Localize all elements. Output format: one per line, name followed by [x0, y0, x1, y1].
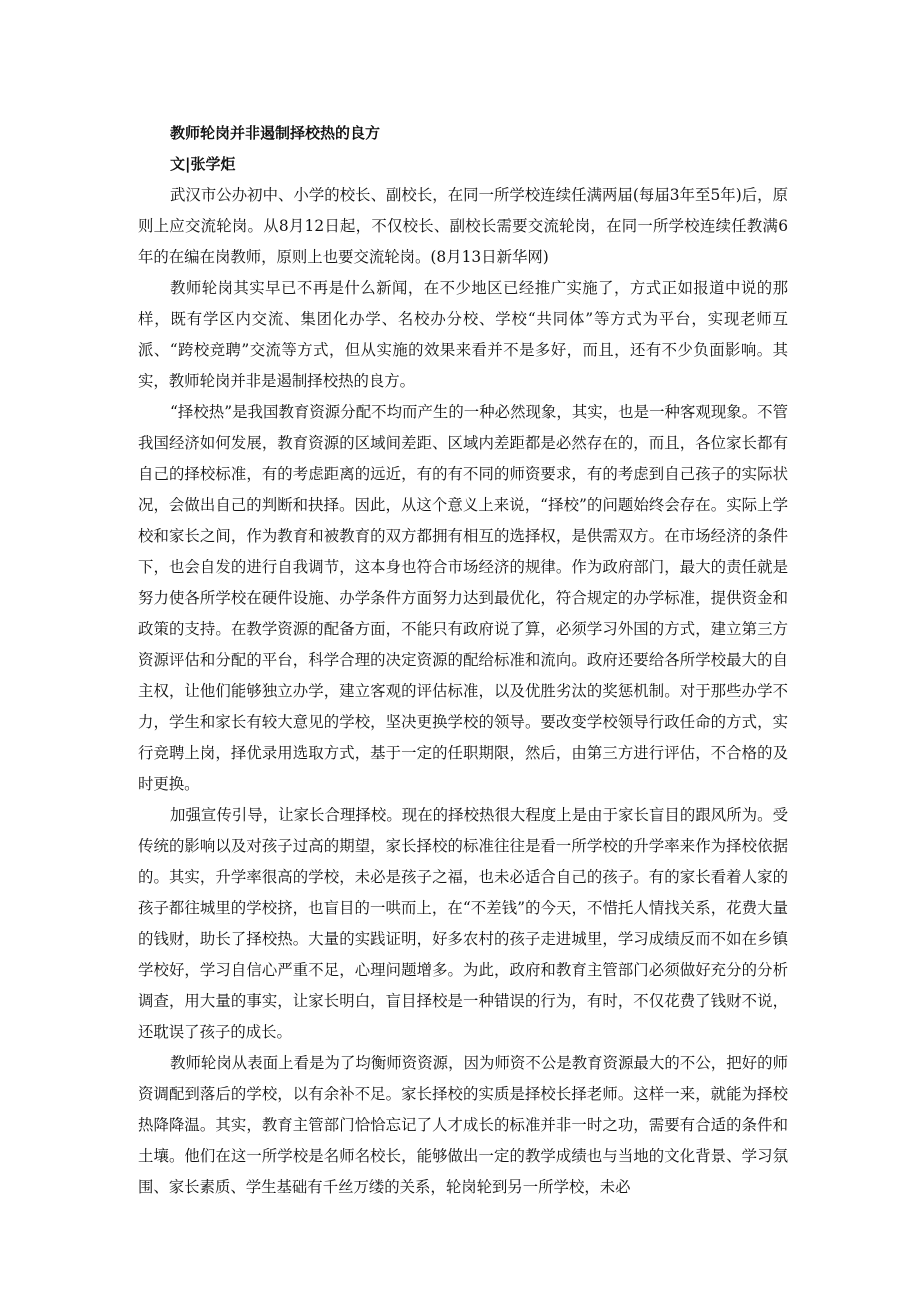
paragraph-4: 加强宣传引导，让家长合理择校。现在的择校热很大程度上是由于家长盲目的跟风所为。受传统的影响以及对孩子过高的期望，家长择校的标准往往是看一所学校的升学率来作为择校依据的。其实，升学率很高的学校，未必是孩子之福，也未必适合自己的孩子。有的家长看着人家的孩子都往城里的学校挤，也盲目的一哄而上，在“不差钱”的今天，不惜托人情找关系，花费大量的钱财，助长了择校热。大量的实践证明，好多农村的孩子走进城里，学习成绩反而不如在乡镇学校好，学习自信心严重不足，心理问题增多。为此，政府和教育主管部门必须做好充分的分析调查，用大量的事实，让家长明白，盲目择校是一种错误的行为，有时，不仅花费了钱财不说，还耽误了孩子的成长。 — [138, 806, 788, 1041]
document-page — [138, 118, 788, 1203]
article-byline: 文|张学炬 — [170, 155, 236, 173]
paragraph-5: 教师轮岗从表面上看是为了均衡师资资源，因为师资不公是教育资源最大的不公，把好的师资调配到落后的学校，以有余补不足。家长择校的实质是择校长择老师。这样一来，就能为择校热降降温。其实，教育主管部门恰恰忘记了人才成长的标准并非一时之功，需要有合适的条件和土壤。他们在这一所学校是名师名校长，能够做出一定的教学成绩也与当地的文化背景、学习氛围、家长素质、学生基础有千丝万缕的关系，轮岗轮到另一所学校，未必 — [138, 1054, 788, 1196]
paragraph-2: 教师轮岗其实早已不再是什么新闻，在不少地区已经推广实施了，方式正如报道中说的那样，既有学区内交流、集团化办学、名校办分校、学校“共同体”等方式为平台，实现老师互派、“跨校竞聘”交流等方式，但从实施的效果来看并不是多好，而且，还有不少负面影响。其实，教师轮岗并非是遏制择校热的良方。 — [138, 279, 788, 390]
paragraph-1: 武汉市公办初中、小学的校长、副校长，在同一所学校连续任满两届(每届3年至5年)后，原则上应交流轮岗。从8月12日起，不仅校长、副校长需要交流轮岗，在同一所学校连续任教满6年的在编在岗教师，原则上也要交流轮岗。(8月13日新华网) — [138, 186, 788, 266]
paragraph-3: “择校热”是我国教育资源分配不均而产生的一种必然现象，其实，也是一种客观现象。不管我国经济如何发展，教育资源的区域间差距、区域内差距都是必然存在的，而且，各位家长都有自己的择校标准，有的考虑距离的远近，有的有不同的师资要求，有的考虑到自己孩子的实际状况，会做出自己的判断和抉择。因此，从这个意义上来说，“择校”的问题始终会存在。实际上学校和家长之间，作为教育和被教育的双方都拥有相互的选择权，是供需双方。在市场经济的条件下，也会自发的进行自我调节，这本身也符合市场经济的规律。作为政府部门，最大的责任就是努力使各所学校在硬件设施、办学条件方面努力达到最优化，符合规定的办学标准，提供资金和政策的支持。在教学资源的配备方面，不能只有政府说了算，必须学习外国的方式，建立第三方资源评估和分配的平台，科学合理的决定资源的配给标准和流向。政府还要给各所学校最大的自主权，让他们能够独立办学，建立客观的评估标准，以及优胜劣汰的奖惩机制。对于那些办学不力，学生和家长有较大意见的学校，坚决更换学校的领导。要改变学校领导行政任命的方式，实行竞聘上岗，择优录用选取方式，基于一定的任职期限，然后，由第三方进行评估，不合格的及时更换。 — [138, 403, 788, 793]
article-title: 教师轮岗并非遏制择校热的良方 — [170, 124, 381, 142]
